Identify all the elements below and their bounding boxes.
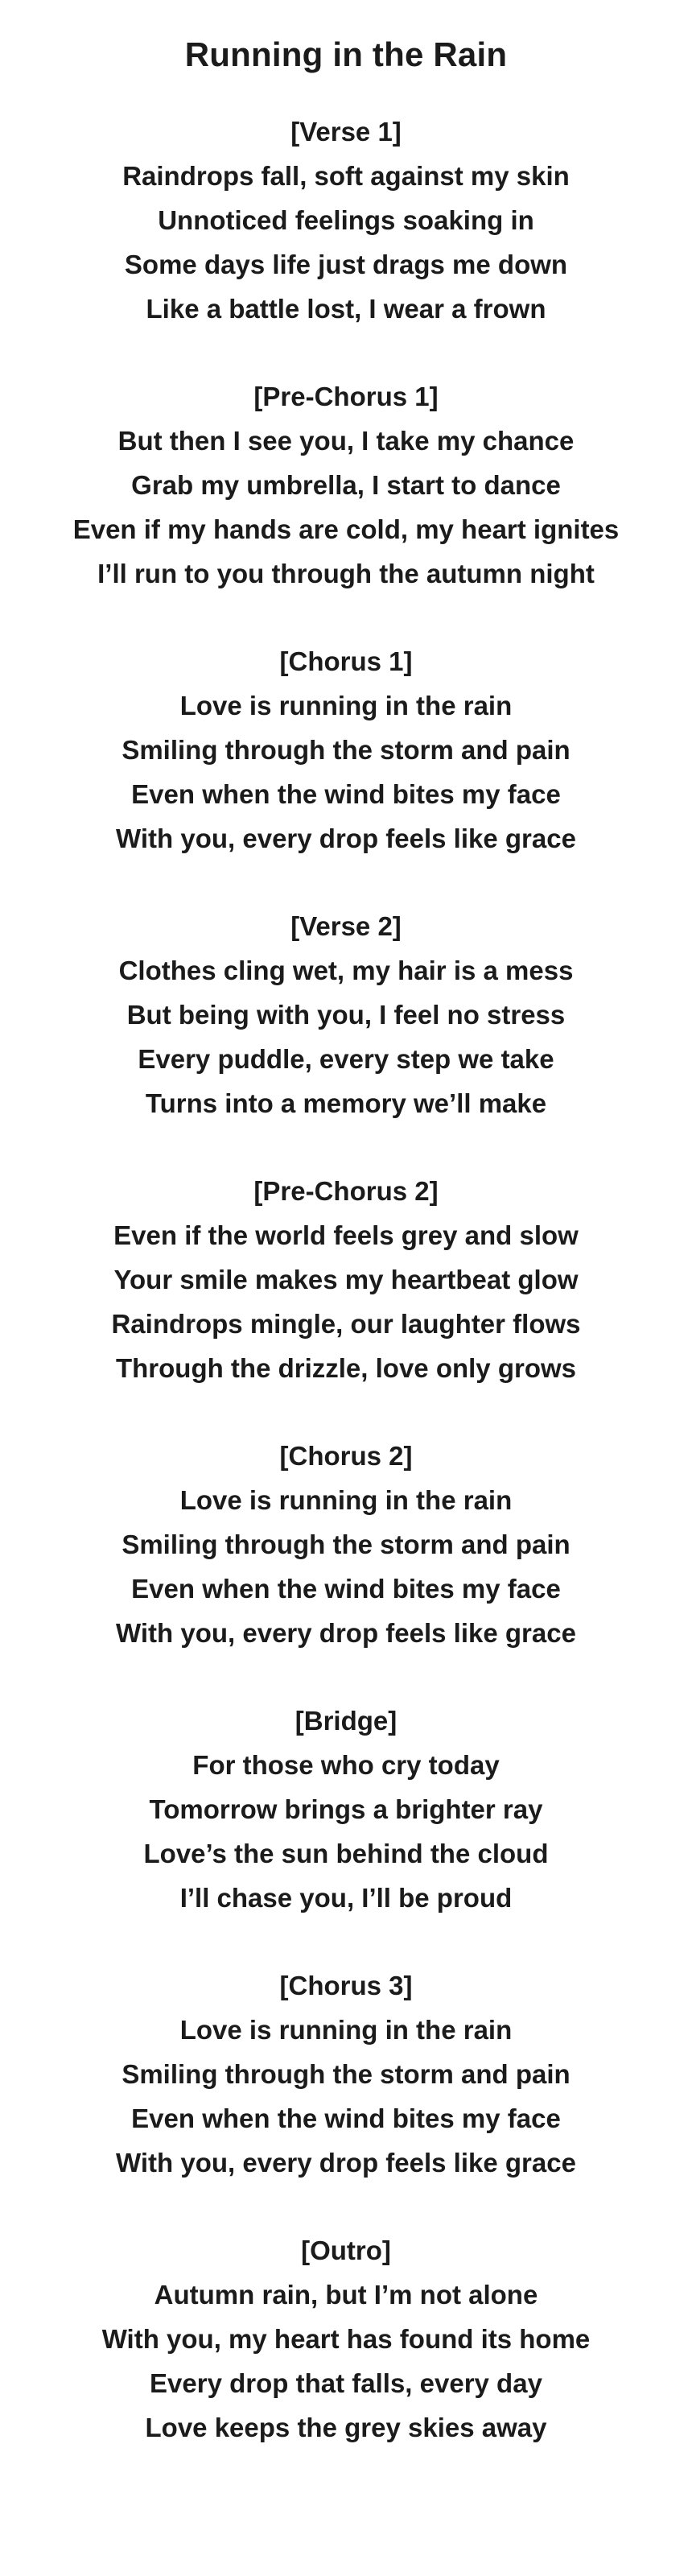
lyric-line: For those who cry today: [192, 1750, 500, 1780]
section-heading: [Pre-Chorus 2]: [253, 1176, 439, 1206]
lyric-line: With you, my heart has found its home: [101, 2324, 591, 2354]
lyric-line: Even when the wind bites my face: [131, 2103, 561, 2133]
lyrics-section: [0, 1169, 692, 1390]
lyric-line: I’ll chase you, I’ll be proud: [179, 1883, 513, 1913]
lyric-line: Like a battle lost, I wear a frown: [146, 294, 546, 324]
lyric-line: Your smile makes my heartbeat glow: [113, 1265, 579, 1294]
section-heading: [Outro]: [301, 2235, 391, 2265]
lyric-line: Smiling through the storm and pain: [122, 1530, 570, 1559]
lyric-line: I’ll run to you through the autumn night: [97, 559, 595, 588]
lyric-line: With you, every drop feels like grace: [116, 1618, 576, 1648]
lyric-line: Clothes cling wet, my hair is a mess: [118, 956, 574, 985]
lyrics-section: [0, 1434, 692, 1655]
lyrics-section: [0, 904, 692, 1125]
lyric-line: Tomorrow brings a brighter ray: [149, 1794, 543, 1824]
lyric-line: Even when the wind bites my face: [131, 779, 561, 809]
lyric-line: Smiling through the storm and pain: [122, 2059, 570, 2089]
lyrics-section: [0, 109, 692, 331]
lyric-line: But being with you, I feel no stress: [126, 1000, 566, 1030]
lyric-line: But then I see you, I take my chance: [117, 426, 575, 456]
lyric-line: Love’s the sun behind the cloud: [143, 1839, 549, 1868]
lyric-line: Grab my umbrella, I start to dance: [131, 470, 561, 500]
song-title: Running in the Rain: [184, 35, 508, 73]
lyrics-section: [0, 2228, 692, 2450]
lyric-line: Even if the world feels grey and slow: [113, 1220, 579, 1250]
lyric-line: Every puddle, every step we take: [138, 1044, 554, 1074]
lyric-line: Autumn rain, but I’m not alone: [154, 2280, 538, 2310]
section-heading: [Bridge]: [295, 1706, 397, 1736]
lyric-line: Love keeps the grey skies away: [145, 2413, 547, 2442]
lyric-line: Love is running in the rain: [179, 1485, 513, 1515]
lyrics-section: [0, 1963, 692, 2185]
lyrics-section: [0, 374, 692, 596]
lyric-line: Smiling through the storm and pain: [122, 735, 570, 765]
lyric-line: Raindrops fall, soft against my skin: [122, 161, 570, 191]
lyric-line: Turns into a memory we’ll make: [145, 1088, 547, 1118]
lyric-line: With you, every drop feels like grace: [116, 824, 576, 853]
lyric-line: With you, every drop feels like grace: [116, 2148, 576, 2178]
lyric-line: Unnoticed feelings soaking in: [158, 205, 534, 235]
lyric-line: Through the drizzle, love only grows: [115, 1353, 577, 1383]
section-heading: [Verse 1]: [290, 117, 402, 147]
section-heading: [Verse 2]: [290, 911, 402, 941]
lyrics-section: [0, 1699, 692, 1920]
lyrics-section: [0, 639, 692, 861]
section-heading: [Chorus 1]: [279, 646, 413, 676]
section-heading: [Chorus 2]: [279, 1441, 413, 1471]
section-heading: [Pre-Chorus 1]: [253, 382, 439, 411]
lyric-line: Every drop that falls, every day: [150, 2368, 542, 2398]
lyric-line: Some days life just drags me down: [124, 250, 568, 279]
lyric-line: Even when the wind bites my face: [131, 1574, 561, 1604]
lyric-line: Raindrops mingle, our laughter flows: [111, 1309, 581, 1339]
section-heading: [Chorus 3]: [279, 1971, 413, 2000]
lyric-line: Love is running in the rain: [179, 691, 513, 720]
lyric-line: Love is running in the rain: [179, 2015, 513, 2045]
lyric-line: Even if my hands are cold, my heart ignites: [72, 514, 620, 544]
